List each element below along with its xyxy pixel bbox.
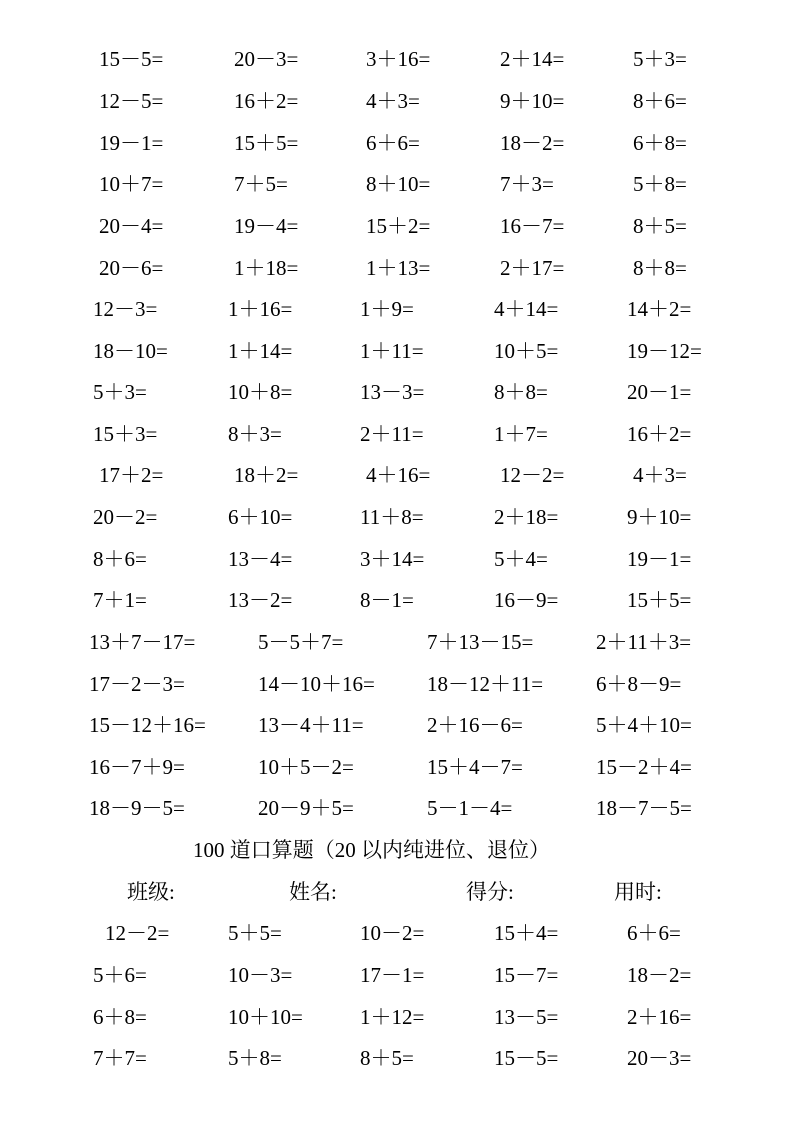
problem-cell: 19－4=: [234, 214, 299, 238]
problem-cell: 7＋1=: [93, 588, 147, 612]
problem-cell: 10－2=: [360, 921, 425, 945]
problem-cell: 13－3=: [360, 380, 425, 404]
problem-cell: 20－1=: [627, 380, 692, 404]
problem-cell: 16＋2=: [627, 422, 692, 446]
problem-cell: 15＋3=: [93, 422, 158, 446]
info-label: 得分:: [466, 880, 514, 904]
problem-cell: 9＋10=: [627, 505, 692, 529]
problem-cell: 2＋16=: [627, 1005, 692, 1029]
problem-cell: 5－1－4=: [427, 796, 513, 820]
problem-cell: 9＋10=: [500, 89, 565, 113]
problem-cell: 7＋5=: [234, 172, 288, 196]
problem-cell: 5－5＋7=: [258, 630, 344, 654]
problem-cell: 18＋2=: [234, 463, 299, 487]
problem-cell: 18－2=: [500, 131, 565, 155]
problem-cell: 4＋14=: [494, 297, 559, 321]
problem-cell: 10＋10=: [228, 1005, 303, 1029]
problem-cell: 13－2=: [228, 588, 293, 612]
problem-cell: 6＋10=: [228, 505, 293, 529]
problem-cell: 13＋7－17=: [89, 630, 196, 654]
problem-cell: 15＋5=: [234, 131, 299, 155]
problem-cell: 8＋8=: [494, 380, 548, 404]
problem-cell: 18－7－5=: [596, 796, 692, 820]
info-label: 用时:: [614, 880, 662, 904]
problem-cell: 7＋13－15=: [427, 630, 534, 654]
problem-cell: 16－9=: [494, 588, 559, 612]
problem-cell: 8＋5=: [633, 214, 687, 238]
problem-cell: 4＋3=: [366, 89, 420, 113]
worksheet-title: 100 道口算题（20 以内纯进位、退位）: [193, 838, 550, 862]
problem-cell: 6＋8=: [93, 1005, 147, 1029]
problem-cell: 20－4=: [99, 214, 164, 238]
problem-cell: 1＋14=: [228, 339, 293, 363]
problem-cell: 15＋4－7=: [427, 755, 523, 779]
problem-cell: 13－4=: [228, 547, 293, 571]
problem-cell: 2＋14=: [500, 47, 565, 71]
problem-cell: 13－5=: [494, 1005, 559, 1029]
problem-cell: 15－12＋16=: [89, 713, 206, 737]
problem-cell: 12－2=: [105, 921, 170, 945]
info-label: 班级:: [127, 880, 175, 904]
problem-cell: 2＋16－6=: [427, 713, 523, 737]
problem-cell: 14－10＋16=: [258, 672, 375, 696]
problem-cell: 12－3=: [93, 297, 158, 321]
problem-cell: 8＋6=: [633, 89, 687, 113]
problem-cell: 2＋17=: [500, 256, 565, 280]
problem-cell: 5＋4=: [494, 547, 548, 571]
problem-cell: 1＋7=: [494, 422, 548, 446]
problem-cell: 1＋13=: [366, 256, 431, 280]
problem-cell: 20－2=: [93, 505, 158, 529]
problem-cell: 8－1=: [360, 588, 414, 612]
problem-cell: 5＋4＋10=: [596, 713, 692, 737]
problem-cell: 10－3=: [228, 963, 293, 987]
problem-cell: 20－9＋5=: [258, 796, 354, 820]
problem-cell: 12－2=: [500, 463, 565, 487]
problem-cell: 3＋16=: [366, 47, 431, 71]
problem-cell: 5＋8=: [633, 172, 687, 196]
problem-cell: 6＋6=: [627, 921, 681, 945]
problem-cell: 3＋14=: [360, 547, 425, 571]
problem-cell: 15＋5=: [627, 588, 692, 612]
problem-cell: 17－2－3=: [89, 672, 185, 696]
problem-cell: 19－1=: [99, 131, 164, 155]
problem-cell: 10＋7=: [99, 172, 164, 196]
problem-cell: 4＋3=: [633, 463, 687, 487]
problem-cell: 8＋6=: [93, 547, 147, 571]
problem-cell: 15－5=: [99, 47, 164, 71]
problem-cell: 17－1=: [360, 963, 425, 987]
problem-cell: 10＋5=: [494, 339, 559, 363]
problem-cell: 19－1=: [627, 547, 692, 571]
problem-cell: 8＋8=: [633, 256, 687, 280]
problem-cell: 12－5=: [99, 89, 164, 113]
problem-cell: 20－3=: [627, 1046, 692, 1070]
problem-cell: 2＋18=: [494, 505, 559, 529]
problem-cell: 1＋18=: [234, 256, 299, 280]
problem-cell: 15－2＋4=: [596, 755, 692, 779]
problem-cell: 6＋8－9=: [596, 672, 682, 696]
problem-cell: 1＋9=: [360, 297, 414, 321]
problem-cell: 1＋12=: [360, 1005, 425, 1029]
problem-cell: 8＋10=: [366, 172, 431, 196]
problem-cell: 5＋3=: [93, 380, 147, 404]
problem-cell: 16－7＋9=: [89, 755, 185, 779]
problem-cell: 15＋4=: [494, 921, 559, 945]
problem-cell: 18－2=: [627, 963, 692, 987]
problem-cell: 17＋2=: [99, 463, 164, 487]
problem-cell: 1＋11=: [360, 339, 424, 363]
problem-cell: 5＋8=: [228, 1046, 282, 1070]
problem-cell: 13－4＋11=: [258, 713, 364, 737]
problem-cell: 8＋5=: [360, 1046, 414, 1070]
problem-cell: 8＋3=: [228, 422, 282, 446]
info-label: 姓名:: [289, 880, 337, 904]
problem-cell: 20－3=: [234, 47, 299, 71]
problem-cell: 20－6=: [99, 256, 164, 280]
problem-cell: 18－9－5=: [89, 796, 185, 820]
problem-cell: 18－10=: [93, 339, 168, 363]
problem-cell: 6＋6=: [366, 131, 420, 155]
problem-cell: 15＋2=: [366, 214, 431, 238]
problem-cell: 15－7=: [494, 963, 559, 987]
problem-cell: 1＋16=: [228, 297, 293, 321]
problem-cell: 16－7=: [500, 214, 565, 238]
problem-cell: 16＋2=: [234, 89, 299, 113]
problem-cell: 7＋7=: [93, 1046, 147, 1070]
problem-cell: 7＋3=: [500, 172, 554, 196]
problem-cell: 11＋8=: [360, 505, 424, 529]
problem-cell: 18－12＋11=: [427, 672, 544, 696]
problem-cell: 14＋2=: [627, 297, 692, 321]
problem-cell: 2＋11=: [360, 422, 424, 446]
problem-cell: 19－12=: [627, 339, 702, 363]
problem-cell: 10＋8=: [228, 380, 293, 404]
problem-cell: 4＋16=: [366, 463, 431, 487]
problem-cell: 6＋8=: [633, 131, 687, 155]
problem-cell: 2＋11＋3=: [596, 630, 692, 654]
problem-cell: 5＋6=: [93, 963, 147, 987]
problem-cell: 15－5=: [494, 1046, 559, 1070]
problem-cell: 10＋5－2=: [258, 755, 354, 779]
problem-cell: 5＋3=: [633, 47, 687, 71]
problem-cell: 5＋5=: [228, 921, 282, 945]
